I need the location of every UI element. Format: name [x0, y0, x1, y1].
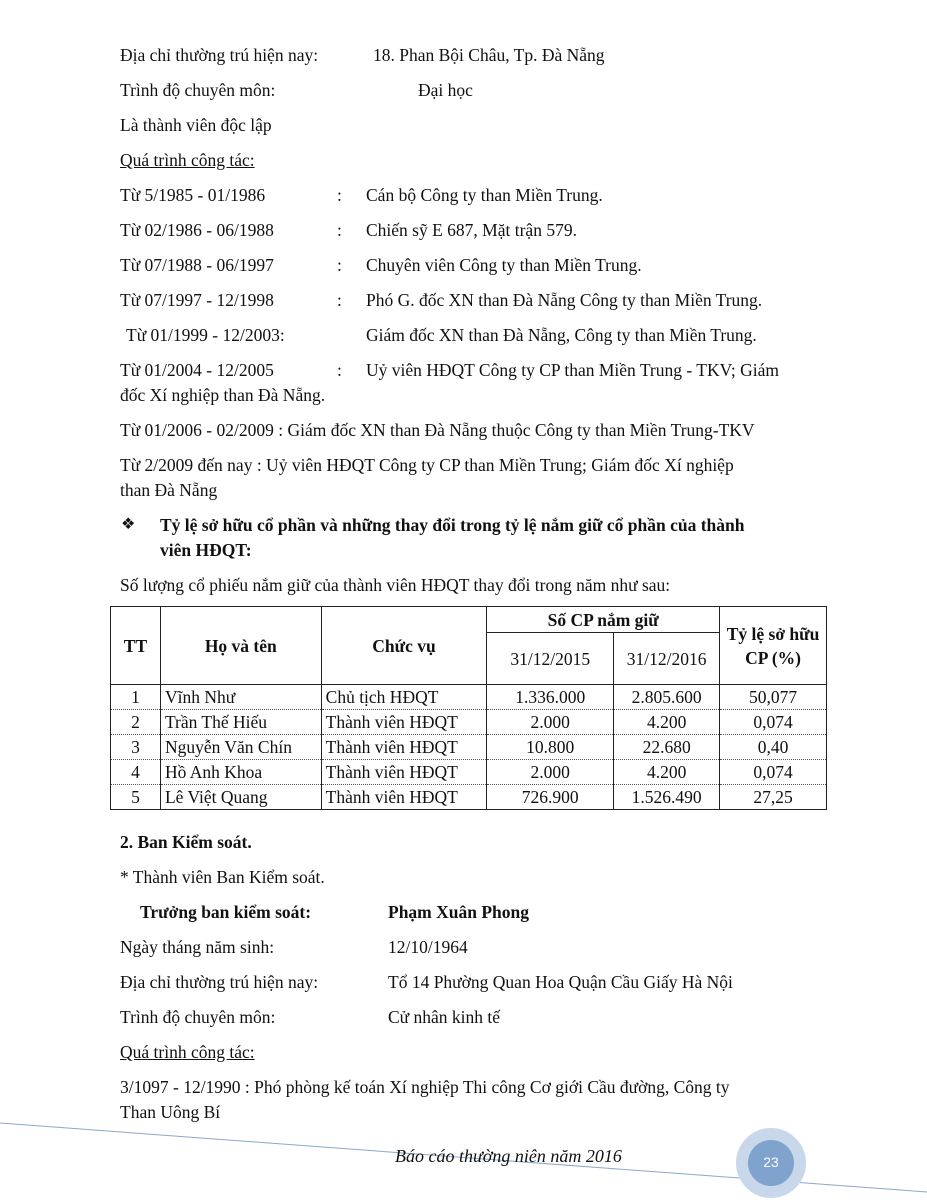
career-description: Giám đốc XN than Đà Nẵng, Công ty than Miền Trung. [366, 325, 757, 345]
cell-shares-2016: 4.200 [614, 710, 720, 735]
section-2-members: * Thành viên Ban Kiểm soát. [120, 867, 325, 887]
career-separator: : [337, 360, 342, 380]
table-row [111, 760, 827, 785]
address-label: Địa chỉ thường trú hiện nay: [120, 45, 319, 65]
independent-note: Là thành viên độc lập [120, 115, 272, 135]
career-period: Từ 07/1997 - 12/1998 [120, 290, 274, 310]
cell-shares-2015: 2.000 [487, 710, 614, 735]
supervisory-head-name: Phạm Xuân Phong [388, 902, 530, 922]
header-name: Họ và tên [160, 607, 321, 685]
cell-shares-2016: 4.200 [614, 760, 720, 785]
cell-ratio: 0,40 [720, 735, 827, 760]
cell-role: Thành viên HĐQT [321, 710, 487, 735]
header-date-2015: 31/12/2015 [487, 633, 614, 685]
header-shares: Số CP nắm giữ [487, 607, 720, 633]
cell-tt: 3 [111, 735, 161, 760]
career-period: Từ 01/2004 - 12/2005 [120, 360, 274, 380]
table-row [111, 735, 827, 760]
career-description: Uỷ viên HĐQT Công ty CP than Miền Trung - TKV; Giám [366, 360, 780, 380]
career-description: Chuyên viên Công ty than Miền Trung. [366, 255, 642, 275]
header-tt: TT [111, 607, 161, 685]
cell-role: Thành viên HĐQT [321, 760, 487, 785]
education-label: Trình độ chuyên môn: [120, 1007, 276, 1027]
header-role: Chức vụ [321, 607, 487, 685]
section-2-heading: 2. Ban Kiểm soát. [120, 832, 252, 852]
work-history-title: Quá trình công tác: [120, 150, 255, 170]
cell-name: Hồ Anh Khoa [160, 760, 321, 785]
career-description: Cán bộ Công ty than Miền Trung. [366, 185, 603, 205]
work-history-title: Quá trình công tác: [120, 1042, 255, 1062]
career-separator: : [337, 185, 342, 205]
career-line-continued: than Đà Nẵng [120, 480, 218, 500]
career-period: Từ 5/1985 - 01/1986 [120, 185, 266, 205]
address-label: Địa chỉ thường trú hiện nay: [120, 972, 319, 992]
cell-shares-2016: 1.526.490 [614, 785, 720, 810]
page-number: 23 [763, 1154, 779, 1170]
address-value: 18. Phan Bội Châu, Tp. Đà Nẵng [373, 45, 605, 65]
cell-shares-2015: 10.800 [487, 735, 614, 760]
header-ratio: Tỷ lệ sở hữu CP (%) [720, 607, 827, 685]
cell-ratio: 50,077 [720, 685, 827, 710]
career-separator: : [337, 290, 342, 310]
section-heading-continued: viên HĐQT: [160, 540, 252, 560]
page-number-badge [736, 1128, 806, 1198]
career-line: 3/1097 - 12/1990 : Phó phòng kế toán Xí nghiệp Thi công Cơ giới Cầu đường, Công ty [120, 1077, 730, 1097]
career-description-continued: đốc Xí nghiệp than Đà Nẵng. [120, 385, 326, 405]
cell-name: Nguyễn Văn Chín [160, 735, 321, 760]
cell-shares-2015: 2.000 [487, 760, 614, 785]
cell-tt: 2 [111, 710, 161, 735]
dob-label: Ngày tháng năm sinh: [120, 937, 275, 957]
cell-ratio: 27,25 [720, 785, 827, 810]
career-period: Từ 07/1988 - 06/1997 [120, 255, 274, 275]
header-date-2016: 31/12/2016 [614, 633, 720, 685]
career-separator: : [337, 220, 342, 240]
career-line-continued: Than Uông Bí [120, 1102, 221, 1122]
supervisory-head-label: Trưởng ban kiểm soát: [140, 902, 312, 922]
career-line: Từ 2/2009 đến nay : Uỷ viên HĐQT Công ty CP than Miền Trung; Giám đốc Xí nghiệp [120, 455, 734, 475]
table-row [111, 685, 827, 710]
career-period: Từ 01/1999 - 12/2003: [126, 325, 285, 345]
career-description: Chiến sỹ E 687, Mặt trận 579. [366, 220, 577, 240]
shareholding-table [110, 606, 827, 810]
dob-value: 12/10/1964 [388, 937, 468, 957]
career-period: Từ 02/1986 - 06/1988 [120, 220, 274, 240]
cell-tt: 4 [111, 760, 161, 785]
career-description: Phó G. đốc XN than Đà Nẵng Công ty than Miền Trung. [366, 290, 763, 310]
table-row [111, 710, 827, 735]
footer-title: Báo cáo thường niên năm 2016 [395, 1146, 622, 1166]
cell-role: Thành viên HĐQT [321, 785, 487, 810]
cell-ratio: 0,074 [720, 760, 827, 785]
cell-name: Lê Việt Quang [160, 785, 321, 810]
cell-shares-2016: 2.805.600 [614, 685, 720, 710]
diamond-bullet-icon: ❖ [121, 516, 136, 533]
cell-role: Thành viên HĐQT [321, 735, 487, 760]
career-separator: : [337, 255, 342, 275]
cell-tt: 1 [111, 685, 161, 710]
cell-tt: 5 [111, 785, 161, 810]
cell-shares-2015: 726.900 [487, 785, 614, 810]
education-value: Cử nhân kinh tế [388, 1007, 501, 1027]
table-row [111, 785, 827, 810]
table-intro: Số lượng cổ phiếu nắm giữ của thành viên HĐQT thay đổi trong năm như sau: [120, 575, 671, 595]
cell-name: Trần Thế Hiếu [160, 710, 321, 735]
cell-shares-2015: 1.336.000 [487, 685, 614, 710]
cell-shares-2016: 22.680 [614, 735, 720, 760]
career-line: Từ 01/2006 - 02/2009 : Giám đốc XN than Đà Nẵng thuộc Công ty than Miền Trung-TKV [120, 420, 755, 440]
education-value: Đại học [418, 80, 473, 100]
section-heading: Tỷ lệ sở hữu cổ phần và những thay đổi trong tỷ lệ nắm giữ cổ phần của thành [160, 515, 745, 535]
cell-name: Vĩnh Như [160, 685, 321, 710]
education-label: Trình độ chuyên môn: [120, 80, 276, 100]
address-value: Tổ 14 Phường Quan Hoa Quận Cầu Giấy Hà Nội [388, 972, 733, 992]
cell-role: Chủ tịch HĐQT [321, 685, 487, 710]
cell-ratio: 0,074 [720, 710, 827, 735]
